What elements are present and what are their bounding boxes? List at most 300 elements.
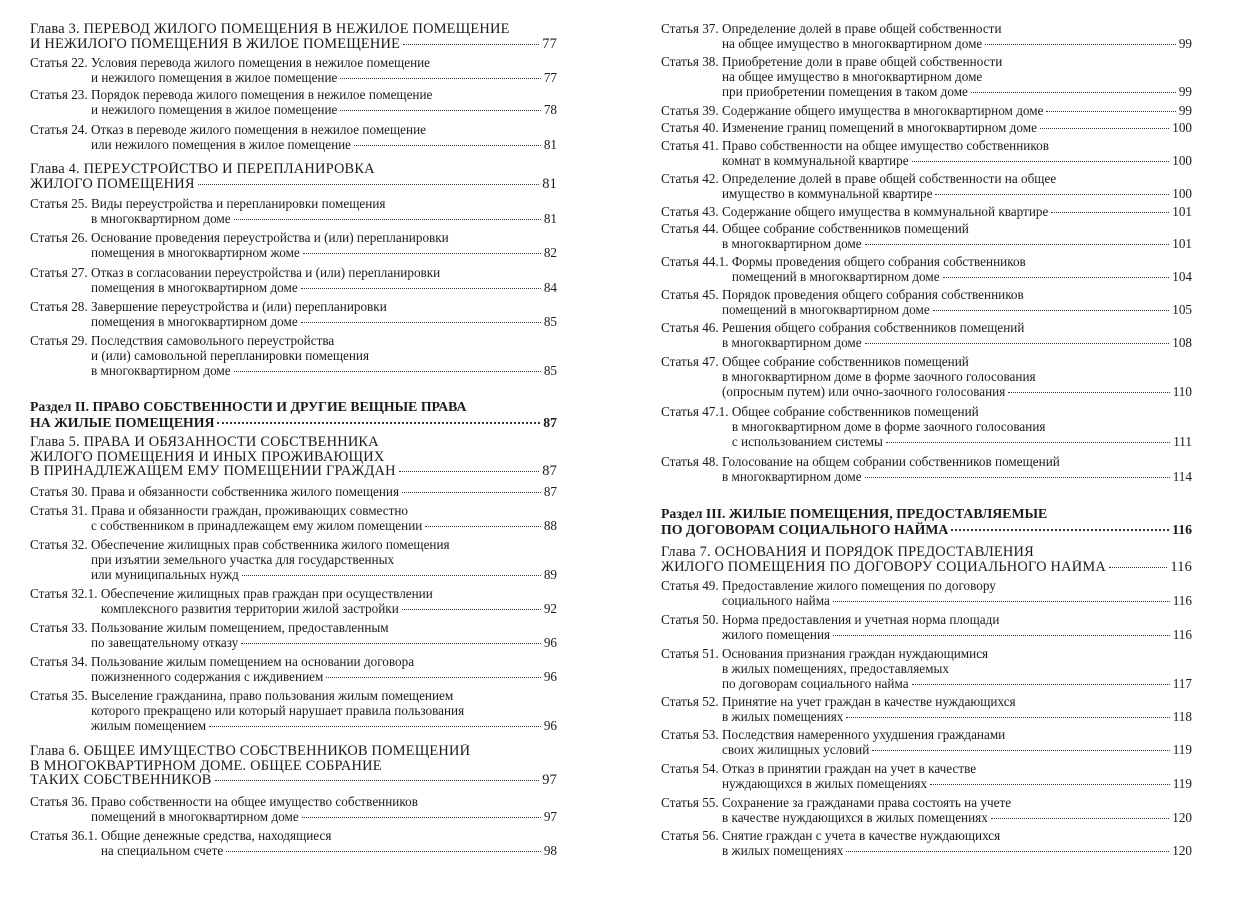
toc-article <box>661 254 1192 284</box>
entry-line: Голосование на общем собрании собственников помещений <box>721 454 1060 469</box>
entry-line-text: помещений в многоквартирном доме <box>731 269 940 285</box>
entry-line <box>91 280 557 295</box>
page-number: 114 <box>1172 469 1192 485</box>
entry-line: Завершение переустройства и (или) перепланировки <box>90 299 387 314</box>
dot-leader <box>951 529 1169 531</box>
article-number: Статья 26. <box>30 230 91 245</box>
dot-leader <box>340 110 540 111</box>
entry-line-text: на специальном счете <box>100 843 224 859</box>
page-number: 119 <box>1172 742 1192 758</box>
article-number: Статья 44. <box>661 221 722 236</box>
toc-article <box>30 828 557 858</box>
article-number: Статья 32.1. <box>30 586 101 601</box>
entry-line-text: и нежилого помещения в жилое помещение <box>90 70 338 86</box>
article-number: Статья 36.1. <box>30 828 101 843</box>
entry-title <box>722 120 1192 135</box>
entry-line-text: ТАКИХ СОБСТВЕННИКОВ <box>30 773 212 788</box>
article-number: Статья 40. <box>661 120 722 135</box>
page-number: 77 <box>543 70 557 86</box>
toc-article <box>661 320 1192 350</box>
entry-line: Глава 6. ОБЩЕЕ ИМУЩЕСТВО СОБСТВЕННИКОВ ПОМЕЩЕНИЙ <box>30 744 471 759</box>
entry-line <box>722 469 1192 484</box>
entry-line <box>722 335 1192 350</box>
dot-leader <box>340 78 540 79</box>
entry-line: Отказ в согласовании переустройства и (или) перепланировки <box>90 265 441 280</box>
entry-line-text: ЖИЛОГО ПОМЕЩЕНИЯ <box>30 176 195 192</box>
dot-leader <box>234 371 541 372</box>
article-number: Статья 22. <box>30 55 91 70</box>
right-toc-column <box>661 0 1192 900</box>
page-number: 111 <box>1173 434 1192 450</box>
entry-line-text: ПО ДОГОВОРАМ СОЦИАЛЬНОГО НАЙМА <box>661 521 949 537</box>
article-number: Статья 41. <box>661 138 722 153</box>
entry-line: Определение долей в праве общей собственности на общее <box>721 171 1057 186</box>
article-number: Статья 52. <box>661 694 722 709</box>
entry-title <box>722 171 1192 201</box>
page-number: 96 <box>543 718 557 734</box>
entry-title <box>722 454 1192 484</box>
dot-leader <box>1040 128 1169 129</box>
entry-line <box>91 635 557 650</box>
article-number: Статья 37. <box>661 21 722 36</box>
toc-article <box>661 120 1192 135</box>
article-number: Статья 24. <box>30 122 91 137</box>
toc-article <box>30 299 557 329</box>
entry-title <box>91 794 557 824</box>
page-number: 100 <box>1172 153 1192 169</box>
toc-article <box>30 688 557 734</box>
dot-leader <box>241 643 541 644</box>
entry-line <box>722 302 1192 317</box>
article-number: Статья 32. <box>30 537 91 552</box>
article-number: Статья 45. <box>661 287 722 302</box>
entry-line <box>30 177 557 192</box>
entry-line-text: на общее имущество в многоквартирном доме <box>721 36 983 52</box>
entry-line: Норма предоставления и учетная норма площади <box>721 612 1000 627</box>
page-number: 116 <box>1170 559 1192 575</box>
page-number: 98 <box>543 843 557 859</box>
entry-line <box>91 70 557 85</box>
entry-line-text: комнат в коммунальной квартире <box>721 153 909 169</box>
entry-line <box>722 384 1192 399</box>
toc-article <box>661 454 1192 484</box>
entry-line-text: в жилых помещениях <box>721 709 844 725</box>
entry-line-text: Права и обязанности собственника жилого помещения <box>90 484 400 499</box>
page-number: 92 <box>543 601 557 617</box>
entry-title <box>722 221 1192 251</box>
page-number: 85 <box>543 314 557 330</box>
dot-leader <box>971 92 1176 93</box>
entry-line <box>91 245 557 260</box>
entry-line: которого прекращено или который нарушает правила пользования <box>90 703 465 719</box>
article-number: Статья 47.1. <box>661 404 732 419</box>
toc-article <box>30 230 557 260</box>
entry-line <box>722 843 1192 858</box>
dot-leader <box>833 635 1170 636</box>
entry-title <box>722 354 1192 400</box>
entry-line: в многоквартирном доме в форме заочного голосования <box>721 369 1036 385</box>
entry-line-text: помещений в многоквартирном доме <box>721 302 930 318</box>
page-number: 77 <box>542 36 557 52</box>
entry-line: и (или) самовольной перепланировки помещения <box>90 348 370 364</box>
entry-line <box>91 484 557 499</box>
page-number: 99 <box>1178 84 1192 100</box>
entry-line: Право собственности на общее имущество собственников <box>90 794 418 809</box>
dot-leader <box>399 471 539 472</box>
toc-chapter <box>661 545 1192 574</box>
dot-leader <box>846 717 1169 718</box>
entry-line: Общее собрание собственников помещений <box>721 221 969 236</box>
entry-line <box>91 211 557 226</box>
entry-title <box>91 196 557 226</box>
entry-line <box>722 153 1192 168</box>
entry-line <box>91 718 557 733</box>
entry-line <box>722 593 1192 608</box>
entry-line: Общее собрание собственников помещений <box>721 354 969 369</box>
dot-leader <box>930 784 1170 785</box>
entry-line-text: в качестве нуждающихся в жилых помещениях <box>721 810 988 826</box>
dot-leader <box>865 343 1170 344</box>
entry-line: Порядок проведения общего собрания собственников <box>721 287 1024 302</box>
toc-article <box>661 646 1192 692</box>
entry-line: Отказ в переводе жилого помещения в нежилое помещение <box>90 122 426 137</box>
page-number: 116 <box>1172 521 1192 537</box>
dot-leader <box>912 161 1170 162</box>
dot-leader <box>833 601 1170 602</box>
right-page <box>661 0 1192 900</box>
entry-line: Основание проведения переустройства и (или) перепланировки <box>90 230 449 245</box>
entry-line: Выселение гражданина, право пользования жилым помещением <box>90 688 454 703</box>
entry-line <box>732 434 1192 449</box>
page-number: 117 <box>1172 676 1192 692</box>
dot-leader <box>865 244 1170 245</box>
entry-line: Отказ в принятии граждан на учет в качестве <box>721 761 977 776</box>
entry-title <box>91 333 557 379</box>
article-number: Статья 31. <box>30 503 91 518</box>
dot-leader <box>198 184 540 185</box>
page-number: 82 <box>543 245 557 261</box>
entry-line: Последствия намеренного ухудшения гражданами <box>721 727 1006 742</box>
article-number: Статья 39. <box>661 103 722 118</box>
entry-line-text: с собственником в принадлежащем ему жилом помещении <box>90 518 423 534</box>
article-number: Статья 34. <box>30 654 91 669</box>
article-number: Статья 38. <box>661 54 722 69</box>
page-number: 99 <box>1178 103 1192 118</box>
entry-line-text: или муниципальных нужд <box>90 567 239 583</box>
dot-leader <box>354 145 541 146</box>
toc-section <box>30 399 557 431</box>
page-number: 101 <box>1172 236 1192 252</box>
dot-leader <box>886 442 1170 443</box>
entry-line: Виды переустройства и перепланировки помещения <box>90 196 386 211</box>
entry-line <box>722 236 1192 251</box>
entry-line: Пользование жилым помещением на основании договора <box>90 654 415 669</box>
toc-article <box>661 694 1192 724</box>
dot-leader <box>1051 212 1169 213</box>
entry-line: Предоставление жилого помещения по договору <box>721 578 996 593</box>
toc-chapter <box>30 435 557 479</box>
entry-line <box>91 669 557 684</box>
entry-line: В МНОГОКВАРТИРНОМ ДОМЕ. ОБЩЕЕ СОБРАНИЕ <box>30 758 382 774</box>
dot-leader <box>242 575 541 576</box>
toc-article <box>30 654 557 684</box>
page-number: 87 <box>543 414 557 430</box>
entry-title <box>732 254 1192 284</box>
entry-title <box>722 727 1192 757</box>
entry-title <box>91 654 557 684</box>
entry-line <box>30 37 557 52</box>
page-number: 116 <box>1172 627 1192 643</box>
entry-line-text: (опросным путем) или очно-заочного голосования <box>721 384 1006 400</box>
dot-leader <box>865 477 1170 478</box>
entry-line <box>722 36 1192 51</box>
page-number: 120 <box>1172 810 1192 826</box>
entry-title <box>722 646 1192 692</box>
entry-title <box>91 620 557 650</box>
toc-article <box>30 503 557 533</box>
entry-line <box>732 269 1192 284</box>
dot-leader <box>403 44 539 45</box>
entry-line <box>722 186 1192 201</box>
entry-title <box>722 612 1192 642</box>
entry-line: Обеспечение жилищных прав граждан при осуществлении <box>100 586 433 601</box>
left-page <box>30 0 557 900</box>
article-number: Статья 54. <box>661 761 722 776</box>
dot-leader <box>991 818 1169 819</box>
page-number: 97 <box>542 773 557 788</box>
entry-line-text: нуждающихся в жилых помещениях <box>721 776 928 792</box>
entry-line-text: НА ЖИЛЫЕ ПОМЕЩЕНИЯ <box>30 414 215 430</box>
entry-line-text: социального найма <box>721 593 830 609</box>
entry-line-text: помещения в многоквартирном доме <box>90 280 298 296</box>
article-number: Статья 50. <box>661 612 722 627</box>
entry-line-text: в многоквартирном доме <box>90 211 231 227</box>
entry-line <box>101 843 557 858</box>
entry-title <box>91 503 557 533</box>
article-number: Статья 28. <box>30 299 91 314</box>
dot-leader <box>303 253 541 254</box>
entry-line-text: своих жилищных условий <box>721 742 870 758</box>
page-number: 78 <box>543 102 557 118</box>
entry-line <box>30 415 557 431</box>
toc-article <box>661 727 1192 757</box>
page-number: 105 <box>1172 302 1192 318</box>
page-number: 81 <box>543 211 557 227</box>
toc-article <box>661 103 1192 118</box>
entry-line: Раздел III. ЖИЛЫЕ ПОМЕЩЕНИЯ, ПРЕДОСТАВЛЯЕМЫЕ <box>661 506 1048 521</box>
entry-title <box>722 320 1192 350</box>
article-number: Статья 51. <box>661 646 722 661</box>
toc-article <box>661 761 1192 791</box>
page-number: 89 <box>543 567 557 583</box>
page-number: 81 <box>542 176 557 192</box>
toc-article <box>30 87 557 117</box>
entry-title <box>101 586 557 616</box>
entry-line <box>722 742 1192 757</box>
entry-line-text: по договорам социального найма <box>721 676 909 692</box>
article-number: Статья 56. <box>661 828 722 843</box>
toc-article <box>30 794 557 824</box>
page-number: 87 <box>543 484 557 499</box>
entry-line-text: В ПРИНАДЛЕЖАЩЕМ ЕМУ ПОМЕЩЕНИИ ГРАЖДАН <box>30 464 396 479</box>
toc-article <box>661 287 1192 317</box>
entry-line-text: или нежилого помещения в жилое помещение <box>90 137 352 153</box>
article-number: Статья 48. <box>661 454 722 469</box>
page-number: 108 <box>1172 335 1192 351</box>
entry-line: Права и обязанности граждан, проживающих совместно <box>90 503 408 518</box>
entry-line: Определение долей в праве общей собственности <box>721 21 1002 36</box>
entry-line <box>91 809 557 824</box>
page-number: 119 <box>1172 776 1192 792</box>
entry-line <box>722 103 1192 118</box>
toc-chapter <box>30 22 557 51</box>
toc-article <box>30 620 557 650</box>
entry-line-text: пожизненного содержания с иждивением <box>90 669 324 685</box>
toc-chapter <box>30 744 557 788</box>
entry-line-text: помещений в многоквартирном доме <box>90 809 299 825</box>
dot-leader <box>209 726 541 727</box>
page-number: 100 <box>1172 120 1192 135</box>
dot-leader <box>1008 392 1169 393</box>
toc-article <box>30 484 557 499</box>
article-number: Статья 42. <box>661 171 722 186</box>
toc-chapter <box>30 162 557 191</box>
entry-line <box>91 102 557 117</box>
entry-title <box>91 537 557 583</box>
entry-title <box>91 299 557 329</box>
left-toc-column <box>30 0 557 900</box>
entry-line: Последствия самовольного переустройства <box>90 333 335 348</box>
toc-article <box>30 586 557 616</box>
dot-leader <box>402 609 541 610</box>
page-number: 116 <box>1172 593 1192 609</box>
toc-article <box>30 122 557 152</box>
article-number: Статья 43. <box>661 204 722 219</box>
dot-leader <box>1046 111 1175 112</box>
dot-leader <box>985 44 1176 45</box>
entry-line <box>722 676 1192 691</box>
entry-line-text: Изменение границ помещений в многоквартирном доме <box>721 120 1037 135</box>
entry-title <box>101 828 557 858</box>
entry-line <box>722 627 1192 642</box>
entry-line: Приобретение доли в праве общей собственности <box>721 54 1003 69</box>
page-number: 81 <box>543 137 557 153</box>
toc-article <box>30 265 557 295</box>
article-number: Статья 46. <box>661 320 722 335</box>
dot-leader <box>933 310 1170 311</box>
toc-article <box>30 537 557 583</box>
page-number: 99 <box>1178 36 1192 52</box>
entry-line <box>722 120 1192 135</box>
entry-line-text: по завещательному отказу <box>90 635 239 651</box>
entry-line: Глава 4. ПЕРЕУСТРОЙСТВО И ПЕРЕПЛАНИРОВКА <box>30 162 375 177</box>
entry-line-text: И НЕЖИЛОГО ПОМЕЩЕНИЯ В ЖИЛОЕ ПОМЕЩЕНИЕ <box>30 36 401 52</box>
toc-article <box>661 138 1192 168</box>
article-number: Статья 35. <box>30 688 91 703</box>
page-number: 88 <box>543 518 557 534</box>
entry-line: Общее собрание собственников помещений <box>731 404 979 419</box>
entry-line <box>30 464 557 479</box>
toc-article <box>30 196 557 226</box>
article-number: Статья 25. <box>30 196 91 211</box>
entry-title <box>722 761 1192 791</box>
entry-line <box>91 518 557 533</box>
entry-line: Решения общего собрания собственников помещений <box>721 320 1025 335</box>
page-number: 110 <box>1172 384 1192 400</box>
entry-title <box>722 578 1192 608</box>
entry-title <box>91 265 557 295</box>
dot-leader <box>226 851 541 852</box>
entry-line <box>661 560 1192 575</box>
entry-title <box>91 688 557 734</box>
entry-line: Пользование жилым помещением, предоставленным <box>90 620 389 635</box>
entry-title <box>91 87 557 117</box>
dot-leader <box>846 851 1169 852</box>
toc-article <box>661 578 1192 608</box>
entry-line: Основания признания граждан нуждающимися <box>721 646 989 661</box>
entry-line: Право собственности на общее имущество собственников <box>721 138 1049 153</box>
entry-line-text: в многоквартирном доме <box>721 335 862 351</box>
article-number: Статья 49. <box>661 578 722 593</box>
page-number: 85 <box>543 363 557 379</box>
entry-line-text: ЖИЛОГО ПОМЕЩЕНИЯ ПО ДОГОВОРУ СОЦИАЛЬНОГО НАЙМА <box>661 559 1106 575</box>
entry-line-text: жилого помещения <box>721 627 831 643</box>
entry-line <box>722 709 1192 724</box>
toc-article <box>661 828 1192 858</box>
entry-line-text: жилым помещением <box>90 718 207 734</box>
toc-article <box>661 204 1192 219</box>
entry-line <box>661 522 1192 538</box>
page-number: 97 <box>543 809 557 825</box>
article-number: Статья 55. <box>661 795 722 810</box>
entry-line: Общие денежные средства, находящиеся <box>100 828 332 843</box>
entry-line <box>722 84 1192 99</box>
entry-line: Глава 5. ПРАВА И ОБЯЗАННОСТИ СОБСТВЕННИКА <box>30 435 379 450</box>
entry-line <box>91 314 557 329</box>
entry-line-text: в многоквартирном доме <box>721 469 862 485</box>
entry-line <box>91 137 557 152</box>
toc-article <box>661 54 1192 100</box>
dot-leader <box>302 817 541 818</box>
entry-line-text: с использованием системы <box>731 434 883 450</box>
entry-line-text: Содержание общего имущества в коммунальной квартире <box>721 204 1049 219</box>
entry-line: Принятие на учет граждан в качестве нуждающихся <box>721 694 1016 709</box>
toc-article <box>661 221 1192 251</box>
entry-title <box>91 55 557 85</box>
dot-leader <box>872 750 1169 751</box>
article-number: Статья 44.1. <box>661 254 732 269</box>
entry-line-text: комплексного развития территории жилой застройки <box>100 601 399 617</box>
toc-section <box>661 506 1192 538</box>
entry-line <box>30 773 557 788</box>
entry-line-text: в жилых помещениях <box>721 843 844 859</box>
entry-line: Раздел II. ПРАВО СОБСТВЕННОСТИ И ДРУГИЕ ВЕЩНЫЕ ПРАВА <box>30 399 467 414</box>
page-number: 104 <box>1172 269 1192 285</box>
entry-title <box>722 795 1192 825</box>
dot-leader <box>301 288 541 289</box>
article-number: Статья 30. <box>30 484 91 499</box>
entry-title <box>722 287 1192 317</box>
page-number: 96 <box>543 669 557 685</box>
entry-line <box>722 810 1192 825</box>
entry-title <box>722 828 1192 858</box>
entry-title <box>722 103 1192 118</box>
entry-line-text: в многоквартирном доме <box>721 236 862 252</box>
page-number: 96 <box>543 635 557 651</box>
entry-line: ЖИЛОГО ПОМЕЩЕНИЯ И ИНЫХ ПРОЖИВАЮЩИХ <box>30 449 385 465</box>
dot-leader <box>234 219 541 220</box>
toc-article <box>30 55 557 85</box>
